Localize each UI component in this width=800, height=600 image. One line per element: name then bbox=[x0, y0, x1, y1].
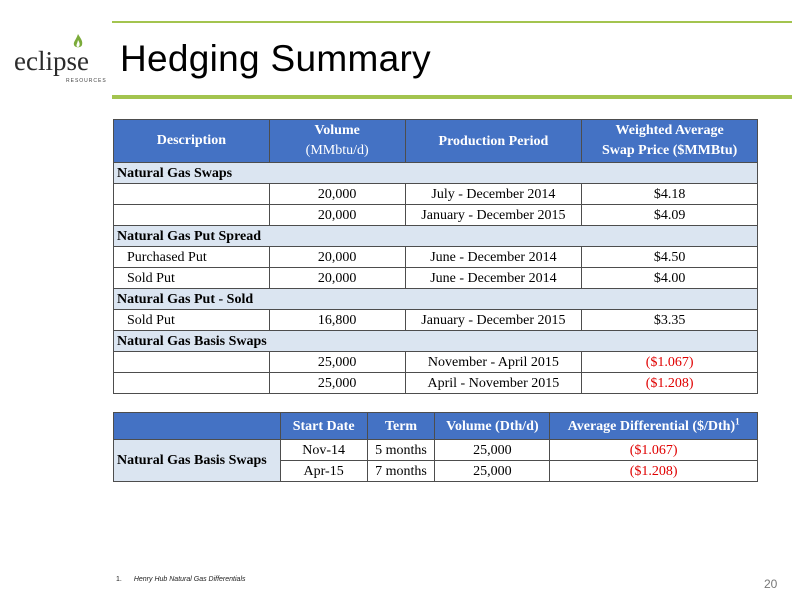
cell-price: $4.18 bbox=[582, 184, 758, 205]
category-label: Natural Gas Basis Swaps bbox=[114, 331, 758, 352]
header-volume-line1: Volume bbox=[314, 123, 360, 138]
company-logo bbox=[14, 34, 106, 84]
cell-period: July - December 2014 bbox=[405, 184, 582, 205]
cell-description: Purchased Put bbox=[114, 247, 270, 268]
logo-subtitle: RESOURCES bbox=[66, 78, 107, 84]
cell-price: $3.35 bbox=[582, 310, 758, 331]
header-differential-label: Average Differential ($/Dth) bbox=[567, 418, 736, 434]
cell-period: June - December 2014 bbox=[405, 268, 582, 289]
cell-differential: ($1.067) bbox=[550, 440, 758, 461]
footnote-number: 1. bbox=[116, 576, 122, 583]
header-volume: Volume (Dth/d) bbox=[435, 413, 550, 440]
header-differential bbox=[550, 413, 758, 440]
header-description: Description bbox=[114, 120, 270, 163]
cell-price: ($1.067) bbox=[582, 352, 758, 373]
table-row bbox=[114, 352, 758, 373]
cell-volume: 20,000 bbox=[269, 268, 405, 289]
cell-description bbox=[114, 205, 270, 226]
row-label: Natural Gas Basis Swaps bbox=[114, 440, 281, 482]
footnote bbox=[116, 576, 246, 583]
logo-wordmark: eclipse bbox=[14, 46, 89, 76]
page-number: 20 bbox=[764, 577, 778, 591]
title-bottom-rule bbox=[112, 95, 792, 99]
cell-period: June - December 2014 bbox=[405, 247, 582, 268]
category-row bbox=[114, 163, 758, 184]
footnote-text: Henry Hub Natural Gas Differentials bbox=[133, 576, 246, 583]
table-row bbox=[114, 440, 758, 461]
cell-price: ($1.208) bbox=[582, 373, 758, 394]
header-start-date: Start Date bbox=[280, 413, 367, 440]
header-price-line2: Swap Price ($MMBtu) bbox=[601, 143, 738, 158]
cell-period: January - December 2015 bbox=[405, 310, 582, 331]
header-price bbox=[582, 120, 758, 163]
category-label: Natural Gas Swaps bbox=[114, 163, 758, 184]
basis-swaps-table bbox=[113, 412, 758, 482]
header-blank bbox=[114, 413, 281, 440]
cell-description: Sold Put bbox=[114, 268, 270, 289]
category-row bbox=[114, 226, 758, 247]
table-row bbox=[114, 310, 758, 331]
cell-period: April - November 2015 bbox=[405, 373, 582, 394]
cell-period: November - April 2015 bbox=[405, 352, 582, 373]
table-header-row bbox=[114, 413, 758, 440]
header-term: Term bbox=[367, 413, 435, 440]
cell-volume: 20,000 bbox=[269, 205, 405, 226]
table-row bbox=[114, 268, 758, 289]
table-row bbox=[114, 373, 758, 394]
cell-period: January - December 2015 bbox=[405, 205, 582, 226]
cell-volume: 20,000 bbox=[269, 247, 405, 268]
cell-term: 5 months bbox=[367, 440, 435, 461]
table-row bbox=[114, 184, 758, 205]
category-row bbox=[114, 289, 758, 310]
cell-description bbox=[114, 373, 270, 394]
title-top-rule bbox=[112, 21, 792, 23]
hedging-table bbox=[113, 119, 758, 394]
cell-differential: ($1.208) bbox=[550, 461, 758, 482]
cell-volume: 16,800 bbox=[269, 310, 405, 331]
table-row bbox=[114, 205, 758, 226]
cell-volume: 25,000 bbox=[435, 461, 550, 482]
header-volume bbox=[269, 120, 405, 163]
cell-description: Sold Put bbox=[114, 310, 270, 331]
cell-start-date: Nov-14 bbox=[280, 440, 367, 461]
cell-volume: 25,000 bbox=[269, 373, 405, 394]
header-price-line1: Weighted Average bbox=[615, 123, 724, 138]
footnote-ref: 1 bbox=[735, 415, 740, 426]
cell-volume: 25,000 bbox=[269, 352, 405, 373]
category-row bbox=[114, 331, 758, 352]
cell-volume: 25,000 bbox=[435, 440, 550, 461]
page-title: Hedging Summary bbox=[120, 38, 431, 79]
table-row bbox=[114, 247, 758, 268]
cell-term: 7 months bbox=[367, 461, 435, 482]
cell-price: $4.50 bbox=[582, 247, 758, 268]
header-period: Production Period bbox=[405, 120, 582, 163]
header-volume-line2: (MMbtu/d) bbox=[305, 143, 369, 158]
cell-description bbox=[114, 184, 270, 205]
category-label: Natural Gas Put Spread bbox=[114, 226, 758, 247]
cell-price: $4.00 bbox=[582, 268, 758, 289]
table-header-row bbox=[114, 120, 758, 163]
cell-start-date: Apr-15 bbox=[280, 461, 367, 482]
cell-volume: 20,000 bbox=[269, 184, 405, 205]
cell-price: $4.09 bbox=[582, 205, 758, 226]
cell-description bbox=[114, 352, 270, 373]
category-label: Natural Gas Put - Sold bbox=[114, 289, 758, 310]
